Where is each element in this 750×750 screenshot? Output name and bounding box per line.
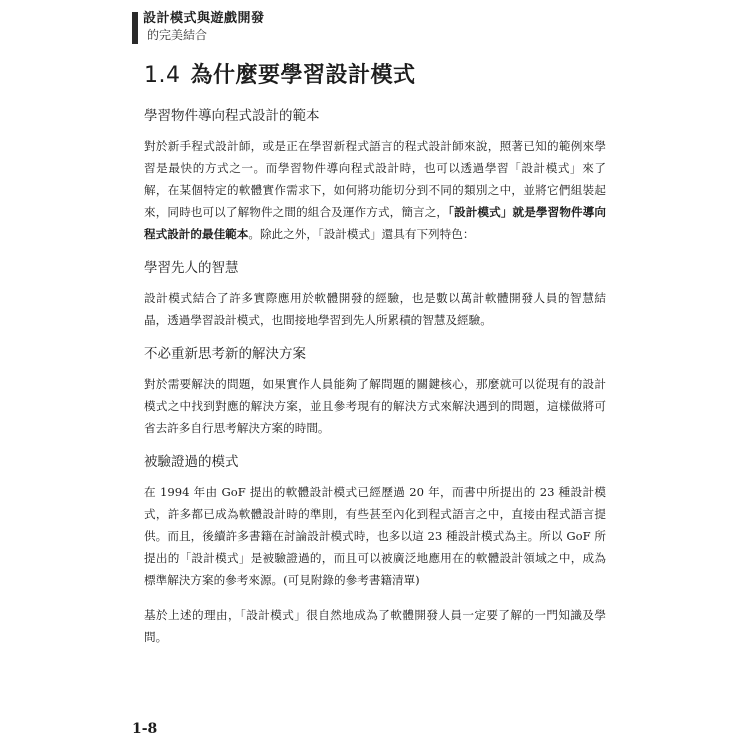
book-subtitle: 的完美結合 [147, 28, 208, 42]
subsection-heading-template: 學習物件導向程式設計的範本 [144, 108, 320, 124]
page-body [144, 106, 606, 661]
paragraph-template-emphasis: 「設計模式」就是學習物件導向程式設計的最佳範本 [144, 205, 606, 241]
header-accent-bar [132, 12, 138, 44]
subsection-heading-no-rethink: 不必重新思考新的解決方案 [144, 346, 306, 362]
book-title: 設計模式與遊戲開發 [143, 11, 265, 26]
section-title [144, 61, 416, 91]
paragraph-no-rethink: 對於需要解決的問題，如果實作人員能夠了解問題的關鍵核心，那麼就可以從現有的設計模式之中找到對應的解決方案，並且參考現有的解決方式來解決遇到的問題，這樣做將可省去許多自行思考解決方案的時間。 [144, 377, 606, 435]
paragraph-proven: 在 1994 年由 GoF 提出的軟體設計模式已經歷過 20 年，而書中所提出的 23 種設計模式，許多都已成為軟體設計時的準則，有些甚至內化到程式語言之中，直接由程式語言提供。而且，後續許多書籍在討論設計模式時，也多以這 23 種設計模式為主。所以 GoF 所提出的「設計模式」是被驗證過的，而且可以被廣泛地應用在的軟體設計領域之中，成為標準解決方案的參考來源。(可見附錄的參考書籍清單) [144, 485, 606, 587]
running-header [143, 10, 265, 43]
paragraph-template-text-1: 對於新手程式設計師，或是正在學習新程式語言的程式設計師來說，照著已知的範例來學習是最快的方式之一。而學習物件導向程式設計時，也可以透過學習「設計模式」來了解，在某個特定的軟體實作需求下，如何將功能切分到不同的類別之中，並將它們組裝起來，同時也可以了解物件之間的組合及運作方式，簡言之， [144, 139, 606, 219]
paragraph-template [144, 135, 606, 245]
section-title-text: 為什麼要學習設計模式 [190, 63, 416, 88]
paragraph-template-text-2: 。除此之外，「設計模式」還具有下列特色： [248, 227, 475, 241]
paragraph-wisdom: 設計模式結合了許多實際應用於軟體開發的經驗，也是數以萬計軟體開發人員的智慧結晶，透過學習設計模式，也間接地學習到先人所累積的智慧及經驗。 [144, 291, 606, 327]
page-number: 1-8 [132, 721, 158, 737]
section-number: 1.4 [144, 63, 181, 88]
paragraph-conclusion: 基於上述的理由，「設計模式」很自然地成為了軟體開發人員一定要了解的一門知識及學問。 [144, 608, 606, 644]
subsection-heading-wisdom: 學習先人的智慧 [144, 260, 239, 276]
subsection-heading-proven: 被驗證過的模式 [144, 454, 239, 470]
